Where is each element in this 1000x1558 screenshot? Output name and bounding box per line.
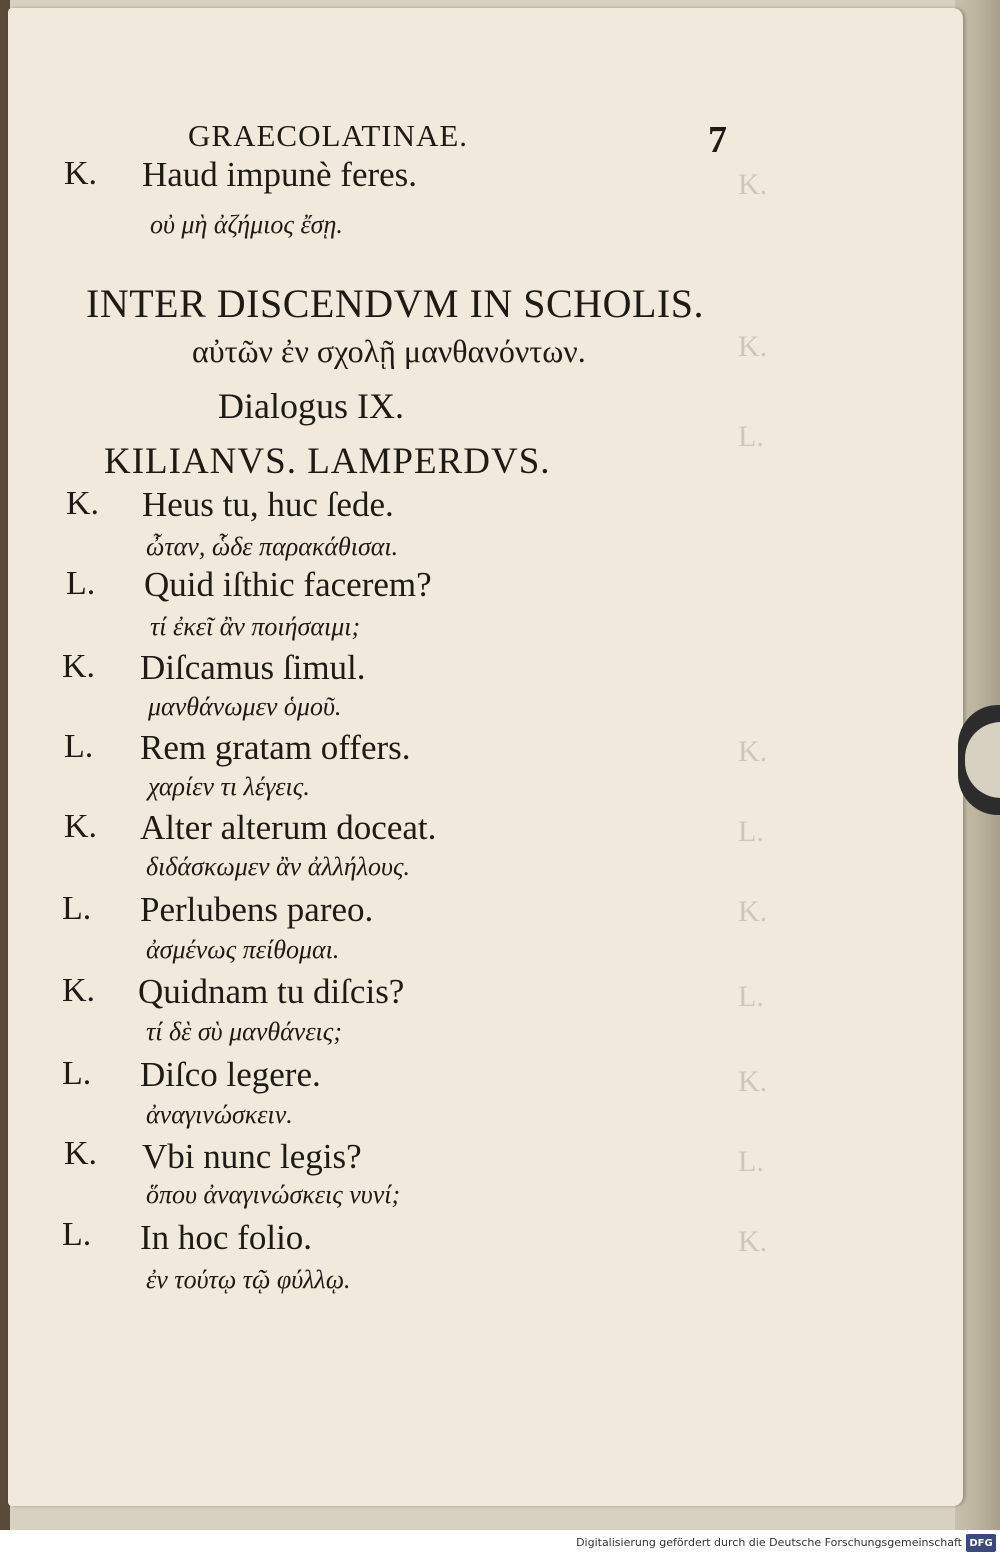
greek-line: ἐν τούτῳ τῷ φύλλῳ. xyxy=(146,1265,351,1294)
show-through: K. xyxy=(738,895,768,928)
speaker-label: L. xyxy=(62,1216,92,1253)
speaker-label: K. xyxy=(64,808,98,845)
speaker-label: K. xyxy=(62,648,96,685)
speaker-label: K. xyxy=(66,485,100,522)
section-title: INTER DISCENDVM IN SCHOLIS. xyxy=(86,281,704,326)
latin-line: Alter alterum doceat. xyxy=(140,808,437,847)
show-through: K. xyxy=(738,330,768,363)
latin-line: Diſcamus ſimul. xyxy=(140,648,366,687)
speaker-label: K. xyxy=(64,1135,98,1172)
greek-line: ἀσμένως πείθομαι. xyxy=(146,935,340,964)
speaker-label: L. xyxy=(64,728,94,765)
show-through: K. xyxy=(738,1065,768,1098)
greek-line: ὦταν, ὧδε παρακάθισαι. xyxy=(146,532,399,561)
show-through: L. xyxy=(738,980,764,1013)
show-through: L. xyxy=(738,1145,764,1178)
latin-line: Quidnam tu diſcis? xyxy=(138,972,405,1011)
latin-line: Diſco legere. xyxy=(140,1055,321,1094)
greek-line: χαρίεν τι λέγεις. xyxy=(148,772,310,801)
show-through: K. xyxy=(738,735,768,768)
speaker-label: L. xyxy=(62,1055,92,1092)
speaker-label: K. xyxy=(64,155,98,192)
latin-line: Vbi nunc legis? xyxy=(142,1137,362,1176)
speaker-label: L. xyxy=(66,565,96,602)
latin-line: Haud impunè feres. xyxy=(142,155,418,194)
show-through: L. xyxy=(738,815,764,848)
greek-line: τί ἐκεῖ ἂν ποιήσαιμι; xyxy=(150,612,361,641)
latin-line: Perlubens pareo. xyxy=(140,890,374,929)
greek-line: ὅπου ἀναγινώσκεις νυνί; xyxy=(146,1180,401,1209)
latin-line: Quid iſthic facerem? xyxy=(144,565,432,604)
speaker-label: L. xyxy=(62,890,92,927)
latin-line: Rem gratam offers. xyxy=(140,728,411,767)
page-number: 7 xyxy=(708,119,727,161)
latin-line: Heus tu, huc ſede. xyxy=(142,485,394,524)
latin-line: In hoc folio. xyxy=(140,1218,313,1257)
section-greek-title: αὐτῶν ἐν σχολῇ μανθανόντων. xyxy=(192,333,586,369)
show-through: K. xyxy=(738,1225,768,1258)
greek-line: οὐ μὴ ἀζήμιος ἔσῃ. xyxy=(150,210,343,239)
greek-line: ἀναγινώσκειν. xyxy=(146,1100,293,1129)
dfg-logo: DFG xyxy=(966,1534,996,1552)
funding-credit: Digitalisierung gefördert durch die Deutsche Forschungsgemeinschaft xyxy=(576,1536,962,1549)
dialogue-speakers: KILIANVS. LAMPERDVS. xyxy=(104,441,551,482)
running-head: GRAECOLATINAE. xyxy=(188,118,469,153)
greek-line: διδάσκωμεν ἂν ἀλλήλους. xyxy=(146,852,411,881)
show-through: L. xyxy=(738,420,764,453)
greek-line: τί δὲ σὺ μανθάνεις; xyxy=(146,1017,342,1046)
footer-bar xyxy=(0,1530,1000,1558)
show-through: K. xyxy=(738,168,768,201)
speaker-label: K. xyxy=(62,972,96,1009)
dialogue-number: Dialogus IX. xyxy=(218,386,404,426)
greek-line: μανθάνωμεν ὁμοῦ. xyxy=(148,692,342,721)
